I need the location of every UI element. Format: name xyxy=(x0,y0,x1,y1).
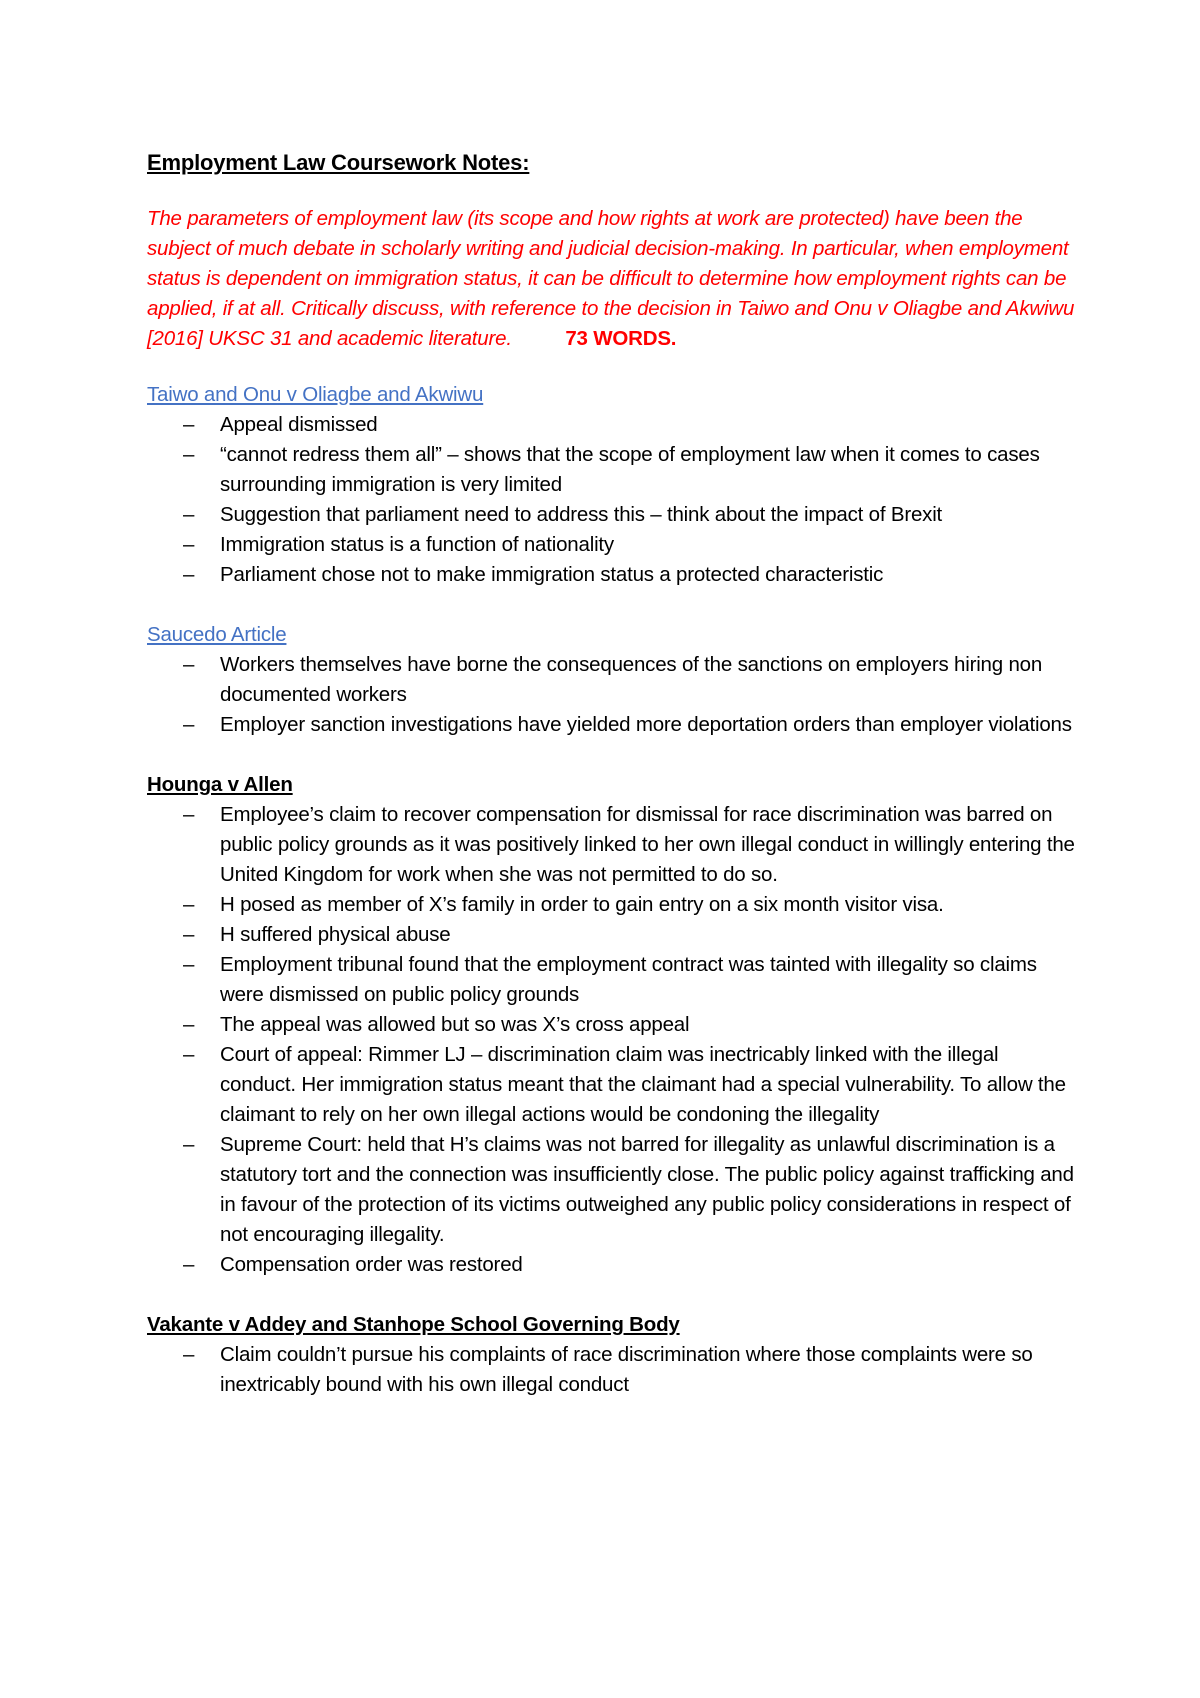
taiwo-bullet-list xyxy=(147,410,1077,590)
list-item-text: Parliament chose not to make immigration status a protected characteristic xyxy=(220,563,884,586)
list-item-text: H suffered physical abuse xyxy=(220,923,451,946)
list-item-text: Compensation order was restored xyxy=(220,1253,523,1276)
list-item xyxy=(147,920,1077,950)
list-item-text: “cannot redress them all” – shows that the scope of employment law when it comes to cases surrounding immigration is very limited xyxy=(220,443,1040,496)
list-item xyxy=(147,950,1077,1010)
list-item xyxy=(147,500,1077,530)
section-heading-saucedo[interactable]: Saucedo Article xyxy=(147,623,287,646)
dash-bullet-icon: – xyxy=(183,803,195,826)
list-item-text: Appeal dismissed xyxy=(220,413,378,436)
list-item-text: The appeal was allowed but so was X’s cross appeal xyxy=(220,1013,690,1036)
list-item xyxy=(147,650,1077,710)
dash-bullet-icon: – xyxy=(183,1343,195,1366)
section-heading-taiwo[interactable]: Taiwo and Onu v Oliagbe and Akwiwu xyxy=(147,383,484,406)
hounga-bullet-list xyxy=(147,800,1077,1280)
list-item xyxy=(147,710,1077,740)
dash-bullet-icon: – xyxy=(183,443,195,466)
word-count: 73 WORDS. xyxy=(565,327,677,350)
list-item xyxy=(147,1340,1077,1400)
section-taiwo xyxy=(147,380,1077,590)
list-item xyxy=(147,800,1077,890)
list-item-text: Employee’s claim to recover compensation for dismissal for race discrimination was barred on public policy grounds as it was positively linked to her own illegal conduct in willingly entering the United Kingdom for work when she was not permitted to do so. xyxy=(220,803,1075,886)
section-heading-vakante: Vakante v Addey and Stanhope School Governing Body xyxy=(147,1313,680,1336)
section-heading-hounga: Hounga v Allen xyxy=(147,773,293,796)
dash-bullet-icon: – xyxy=(183,1043,195,1066)
vakante-bullet-list xyxy=(147,1340,1077,1400)
list-item xyxy=(147,560,1077,590)
question-text: The parameters of employment law (its scope and how rights at work are protected) have been the subject of much debate in scholarly writing and judicial decision-making. In particular, when employment status is dependent on immigration status, it can be difficult to determine how employment rights can be applied, if at all. Critically discuss, with reference to the decision in Taiwo and Onu v Oliagbe and Akwiwu [2016] UKSC 31 and academic literature. xyxy=(147,207,1075,350)
dash-bullet-icon: – xyxy=(183,653,195,676)
section-saucedo xyxy=(147,620,1077,740)
list-item-text: Employment tribunal found that the employment contract was tainted with illegality so claims were dismissed on public policy grounds xyxy=(220,953,1037,1006)
list-item xyxy=(147,1010,1077,1040)
list-item xyxy=(147,1040,1077,1130)
dash-bullet-icon: – xyxy=(183,923,195,946)
dash-bullet-icon: – xyxy=(183,563,195,586)
dash-bullet-icon: – xyxy=(183,713,195,736)
list-item-text: H posed as member of X’s family in order to gain entry on a six month visitor visa. xyxy=(220,893,944,916)
list-item-text: Suggestion that parliament need to address this – think about the impact of Brexit xyxy=(220,503,943,526)
list-item-text: Court of appeal: Rimmer LJ – discrimination claim was inectricably linked with the illegal conduct. Her immigration status meant that the claimant had a special vulnerability. To allow the claimant to rely on her own illegal actions would be condoning the illegality xyxy=(220,1043,1066,1126)
list-item-text: Supreme Court: held that H’s claims was not barred for illegality as unlawful discrimination is a statutory tort and the connection was insufficiently close. The public policy against trafficking and in favour of the protection of its victims outweighed any public policy considerations in respect of not encouraging illegality. xyxy=(220,1133,1074,1246)
dash-bullet-icon: – xyxy=(183,503,195,526)
dash-bullet-icon: – xyxy=(183,893,195,916)
dash-bullet-icon: – xyxy=(183,533,195,556)
list-item xyxy=(147,530,1077,560)
dash-bullet-icon: – xyxy=(183,413,195,436)
dash-bullet-icon: – xyxy=(183,953,195,976)
section-hounga xyxy=(147,770,1077,1280)
dash-bullet-icon: – xyxy=(183,1253,195,1276)
document-title: Employment Law Coursework Notes: xyxy=(147,150,530,175)
list-item xyxy=(147,410,1077,440)
list-item-text: Claim couldn’t pursue his complaints of race discrimination where those complaints were so inextricably bound with his own illegal conduct xyxy=(220,1343,1033,1396)
list-item-text: Employer sanction investigations have yielded more deportation orders than employer violations xyxy=(220,713,1072,736)
document-body xyxy=(147,148,1077,1400)
list-item xyxy=(147,1250,1077,1280)
dash-bullet-icon: – xyxy=(183,1133,195,1156)
section-vakante xyxy=(147,1310,1077,1400)
dash-bullet-icon: – xyxy=(183,1013,195,1036)
coursework-question xyxy=(147,204,1077,354)
list-item xyxy=(147,440,1077,500)
list-item xyxy=(147,1130,1077,1250)
list-item xyxy=(147,890,1077,920)
list-item-text: Workers themselves have borne the consequences of the sanctions on employers hiring non documented workers xyxy=(220,653,1043,706)
saucedo-bullet-list xyxy=(147,650,1077,740)
list-item-text: Immigration status is a function of nationality xyxy=(220,533,614,556)
